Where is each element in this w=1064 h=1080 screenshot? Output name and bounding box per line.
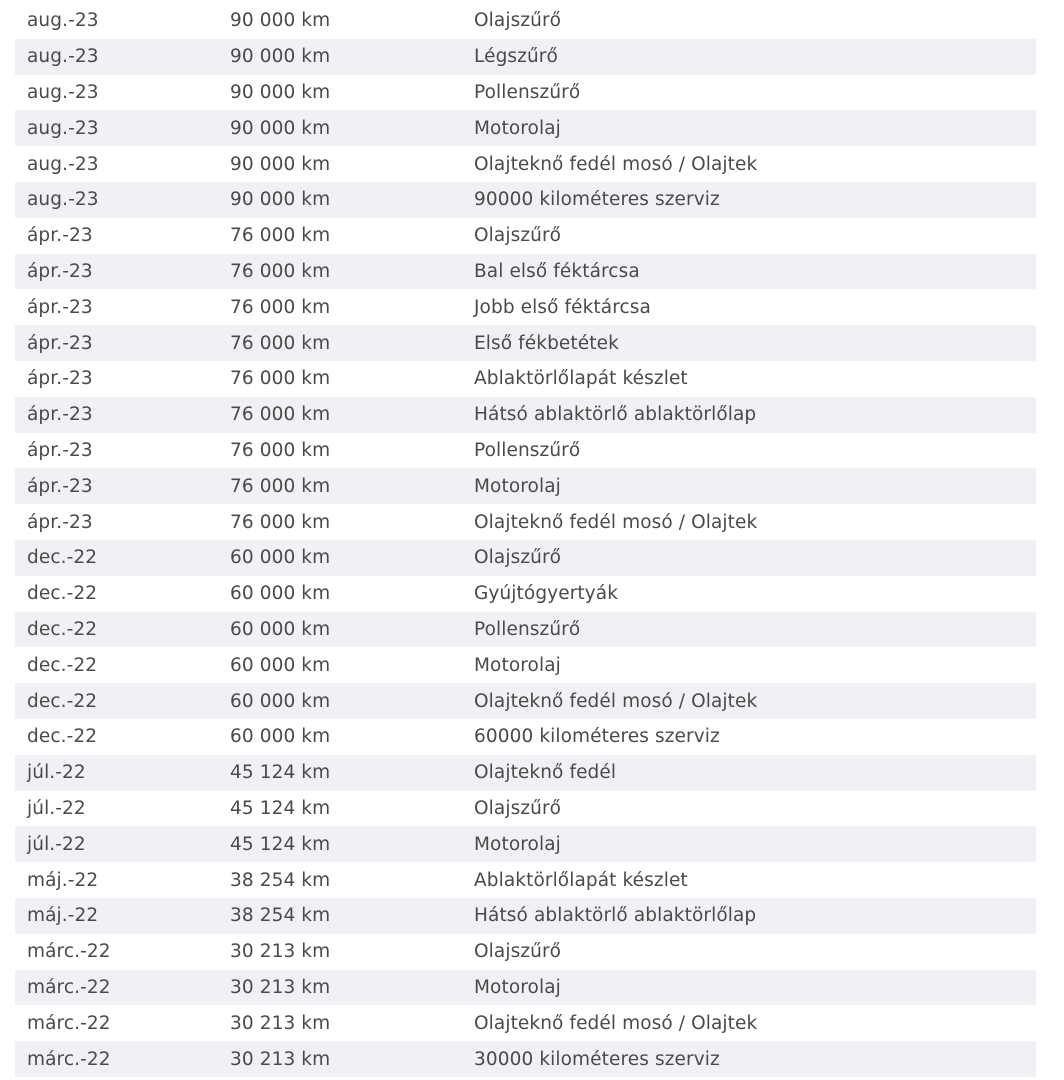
date-cell: aug.-23 <box>27 153 99 175</box>
table-row <box>15 3 1036 39</box>
date-cell: máj.-22 <box>27 869 99 891</box>
mileage-cell: 90 000 km <box>230 153 331 175</box>
mileage-cell: 60 000 km <box>230 726 331 748</box>
mileage-cell: 90 000 km <box>230 117 331 139</box>
mileage-cell: 76 000 km <box>230 260 331 282</box>
mileage-cell: 76 000 km <box>230 296 331 318</box>
table-row <box>15 755 1036 791</box>
table-row <box>15 182 1036 218</box>
date-cell: ápr.-23 <box>27 439 93 461</box>
service-item-cell: Motorolaj <box>474 654 561 676</box>
table-row <box>15 289 1036 325</box>
table-row <box>15 254 1036 290</box>
mileage-cell: 90 000 km <box>230 81 331 103</box>
date-cell: ápr.-23 <box>27 511 93 533</box>
table-row <box>15 110 1036 146</box>
table-row <box>15 468 1036 504</box>
service-item-cell: Olajszűrő <box>474 797 562 819</box>
date-cell: márc.-22 <box>27 976 111 998</box>
service-item-cell: Légszűrő <box>474 46 558 68</box>
table-row <box>15 1041 1036 1077</box>
date-cell: ápr.-23 <box>27 332 93 354</box>
mileage-cell: 45 124 km <box>230 797 331 819</box>
service-item-cell: Olajszűrő <box>474 941 562 963</box>
mileage-cell: 76 000 km <box>230 404 331 426</box>
service-item-cell: Pollenszűrő <box>474 81 581 103</box>
table-row <box>15 862 1036 898</box>
date-cell: márc.-22 <box>27 1012 111 1034</box>
mileage-cell: 76 000 km <box>230 475 331 497</box>
mileage-cell: 30 213 km <box>230 941 331 963</box>
table-row <box>15 146 1036 182</box>
mileage-cell: 76 000 km <box>230 225 331 247</box>
date-cell: júl.-22 <box>27 762 86 784</box>
date-cell: dec.-22 <box>27 654 98 676</box>
table-row <box>15 826 1036 862</box>
service-item-cell: Pollenszűrő <box>474 439 581 461</box>
date-cell: aug.-23 <box>27 117 99 139</box>
date-cell: dec.-22 <box>27 726 98 748</box>
table-row <box>15 75 1036 111</box>
service-item-cell: Első fékbetétek <box>474 332 619 354</box>
table-row <box>15 719 1036 755</box>
service-item-cell: Motorolaj <box>474 976 561 998</box>
service-item-cell: Hátsó ablaktörlő ablaktörlőlap <box>474 905 757 927</box>
service-item-cell: Bal első féktárcsa <box>474 260 640 282</box>
mileage-cell: 60 000 km <box>230 547 331 569</box>
mileage-cell: 45 124 km <box>230 833 331 855</box>
date-cell: márc.-22 <box>27 941 111 963</box>
table-row <box>15 647 1036 683</box>
service-item-cell: 90000 kilométeres szerviz <box>474 189 720 211</box>
service-item-cell: Ablaktörlőlapát készlet <box>474 368 688 390</box>
date-cell: ápr.-23 <box>27 404 93 426</box>
service-history-table <box>15 3 1036 1077</box>
service-item-cell: Olajteknő fedél mosó / Olajtek <box>474 153 758 175</box>
date-cell: aug.-23 <box>27 81 99 103</box>
table-row <box>15 361 1036 397</box>
service-item-cell: Hátsó ablaktörlő ablaktörlőlap <box>474 404 757 426</box>
service-item-cell: Ablaktörlőlapát készlet <box>474 869 688 891</box>
mileage-cell: 30 213 km <box>230 976 331 998</box>
table-row <box>15 218 1036 254</box>
date-cell: ápr.-23 <box>27 475 93 497</box>
date-cell: ápr.-23 <box>27 225 93 247</box>
date-cell: ápr.-23 <box>27 260 93 282</box>
date-cell: júl.-22 <box>27 797 86 819</box>
table-row <box>15 39 1036 75</box>
date-cell: ápr.-23 <box>27 368 93 390</box>
service-item-cell: Olajteknő fedél <box>474 762 617 784</box>
mileage-cell: 30 213 km <box>230 1048 331 1070</box>
service-item-cell: Olajszűrő <box>474 547 562 569</box>
mileage-cell: 90 000 km <box>230 46 331 68</box>
mileage-cell: 60 000 km <box>230 654 331 676</box>
mileage-cell: 60 000 km <box>230 690 331 712</box>
mileage-cell: 30 213 km <box>230 1012 331 1034</box>
service-item-cell: Motorolaj <box>474 475 561 497</box>
service-item-cell: Olajszűrő <box>474 225 562 247</box>
date-cell: máj.-22 <box>27 905 99 927</box>
service-item-cell: Olajteknő fedél mosó / Olajtek <box>474 690 758 712</box>
table-row <box>15 397 1036 433</box>
service-item-cell: Pollenszűrő <box>474 618 581 640</box>
service-item-cell: Olajteknő fedél mosó / Olajtek <box>474 1012 758 1034</box>
date-cell: márc.-22 <box>27 1048 111 1070</box>
service-item-cell: Olajteknő fedél mosó / Olajtek <box>474 511 758 533</box>
table-row <box>15 970 1036 1006</box>
mileage-cell: 90 000 km <box>230 189 331 211</box>
date-cell: dec.-22 <box>27 583 98 605</box>
table-row <box>15 934 1036 970</box>
date-cell: júl.-22 <box>27 833 86 855</box>
table-row <box>15 612 1036 648</box>
date-cell: aug.-23 <box>27 189 99 211</box>
service-item-cell: 30000 kilométeres szerviz <box>474 1048 720 1070</box>
service-item-cell: Motorolaj <box>474 833 561 855</box>
table-row <box>15 898 1036 934</box>
table-row <box>15 1005 1036 1041</box>
service-item-cell: Olajszűrő <box>474 10 562 32</box>
table-row <box>15 791 1036 827</box>
date-cell: dec.-22 <box>27 690 98 712</box>
table-row <box>15 325 1036 361</box>
table-row <box>15 540 1036 576</box>
service-item-cell: Jobb első féktárcsa <box>474 296 651 318</box>
table-row <box>15 683 1036 719</box>
mileage-cell: 60 000 km <box>230 583 331 605</box>
mileage-cell: 76 000 km <box>230 368 331 390</box>
mileage-cell: 38 254 km <box>230 905 331 927</box>
mileage-cell: 76 000 km <box>230 511 331 533</box>
service-item-cell: Motorolaj <box>474 117 561 139</box>
date-cell: dec.-22 <box>27 618 98 640</box>
mileage-cell: 90 000 km <box>230 10 331 32</box>
table-row <box>15 504 1036 540</box>
date-cell: aug.-23 <box>27 46 99 68</box>
date-cell: dec.-22 <box>27 547 98 569</box>
mileage-cell: 76 000 km <box>230 439 331 461</box>
service-item-cell: 60000 kilométeres szerviz <box>474 726 720 748</box>
service-item-cell: Gyújtógyertyák <box>474 583 619 605</box>
table-row <box>15 576 1036 612</box>
mileage-cell: 60 000 km <box>230 618 331 640</box>
date-cell: aug.-23 <box>27 10 99 32</box>
table-row <box>15 433 1036 469</box>
date-cell: ápr.-23 <box>27 296 93 318</box>
mileage-cell: 76 000 km <box>230 332 331 354</box>
mileage-cell: 38 254 km <box>230 869 331 891</box>
mileage-cell: 45 124 km <box>230 762 331 784</box>
